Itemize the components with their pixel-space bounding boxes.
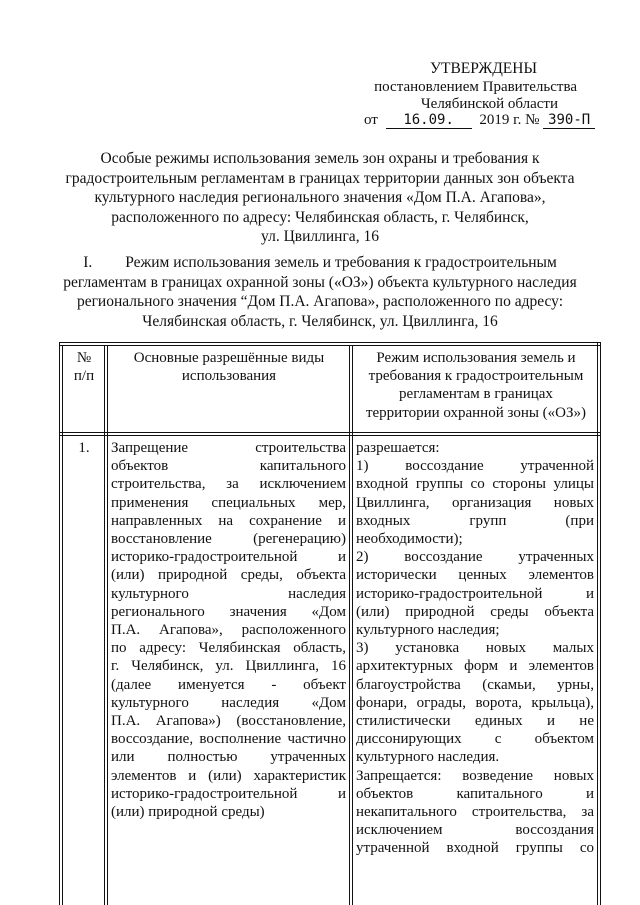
text-line: (или) природной среды) [111,804,265,821]
table-border [59,342,601,343]
text-line: объектов капитального и [356,785,594,802]
table-border [597,342,598,905]
text-line: входных групп (при [356,512,594,529]
text-line: 1) воссоздание утраченной [356,458,594,475]
section-number: I. [83,254,93,271]
text-line: утраченной входной группы со [356,840,594,857]
section-line: регионального значения “Дом П.А. Агапова», расположенного по адресу: [76,293,564,310]
text-line: 3) установка новых малых [356,640,594,657]
header-num: № п/п [73,350,95,385]
text-line: культурного наследия [111,585,346,602]
section-line: I. Режим использования земель и требования к градостроительным [83,254,557,271]
title-line: культурного наследия регионального значения «Дом П.А. Агапова», [94,189,546,206]
decree-date: 16.09. [386,113,472,129]
table-border [352,345,353,905]
text-line: историко-градостроительной и [356,585,594,602]
text-line: Цвиллинга, организация новых [356,494,594,511]
title-line: градостроительным регламентам в границах территории данных зон объекта [65,169,575,187]
text-line: историко-градостроительной и [111,549,346,566]
text-line: входной группы со стороны улицы [356,476,594,493]
text-line: элементов и (или) характеристик [111,767,346,784]
section-heading [40,253,600,331]
text-line: Запрещается: возведение новых [356,767,594,784]
table-border [62,345,63,905]
section-line: регламентам в границах охранной зоны («ОЗ») объекта культурного наследия [63,273,577,291]
header-regime: Режим использования земель и требования к градостроительным регламентам в границах территории охранной зоны («ОЗ») [365,350,587,421]
uses-cell [111,439,346,821]
section-line: Челябинская область, г. Челябинск, ул. Цвиллинга, 16 [142,312,498,330]
text-line: П.А. Агапова», расположенного [111,622,346,639]
text-line: необходимости); [356,531,463,548]
text-line: применения специальных мер, [111,494,346,511]
table-border [59,432,601,433]
text-line: культурного наследия. [356,749,500,766]
text-line: культурного наследия; [356,622,500,639]
text-line: архитектурных форм и элементов [356,658,594,675]
approval-heading: УТВЕРЖДЕНЫ [430,60,537,77]
table-border [59,345,601,346]
text-line: по адресу: Челябинская область, [111,640,346,657]
text-line: историко-градостроительной и [111,785,346,802]
decree-number: 390-П [543,113,595,129]
table-border [600,342,601,905]
text-line: П.А. Агапова») (восстановление, [111,713,346,730]
approval-line-2: Челябинской области [420,96,558,112]
text-line: (далее именуется - объект [111,676,346,693]
row-number: 1. [78,440,90,456]
text-line: диссонирующих с объектом [356,731,594,748]
text-line: или полностью утраченных [111,749,346,766]
text-line: некапитального строительства, за [356,804,594,821]
text-line: объектов капитального [111,458,346,475]
text-line: благоустройства (скамьи, урны, [356,676,594,693]
text-line: воссоздание, восполнение частично [111,731,346,748]
title-line: ул. Цвиллинга, 16 [261,228,379,245]
document-title [40,149,600,247]
table-border [107,345,108,905]
text-line: стилистически единых и не [356,713,594,730]
approval-line-1: постановлением Правительства [374,79,577,95]
text-line: восстановление (регенерацию) [111,531,346,548]
decree-date-line [364,112,595,129]
title-line: расположенного по адресу: Челябинская область, г. Челябинск, [111,208,529,226]
text-line: фонари, ограды, ворота, крыльца), [356,694,594,711]
text-line: строительства, за исключением [111,476,346,493]
text-line: исключением воссоздания [356,822,594,839]
text-line: (или) природной среды, объекта [111,567,346,584]
title-line: Особые режимы использования земель зон охраны и требования к [100,150,540,167]
text-line: исторически ценных элементов [356,567,594,584]
regime-cell [356,439,594,858]
header-uses: Основные разрешённые виды использования [133,350,325,385]
text-line: 2) воссоздание утраченных [356,549,594,566]
text-line: Запрещение строительства [111,440,346,456]
decree-year: 2019 г. № [479,112,540,128]
table-border [59,435,601,436]
text-line: регионального значения «Дом [111,603,346,620]
text-line: (или) природной среды объекта [356,603,594,620]
text-line: культурного наследия «Дом [111,694,346,711]
table-border [349,345,350,905]
table-border [59,342,60,905]
table-border [104,345,105,905]
text-line: разрешается: [356,440,440,456]
text-line: г. Челябинск, ул. Цвиллинга, 16 [111,658,346,675]
date-prefix: от [364,112,378,128]
text-line: направленных на сохранение и [111,512,346,529]
